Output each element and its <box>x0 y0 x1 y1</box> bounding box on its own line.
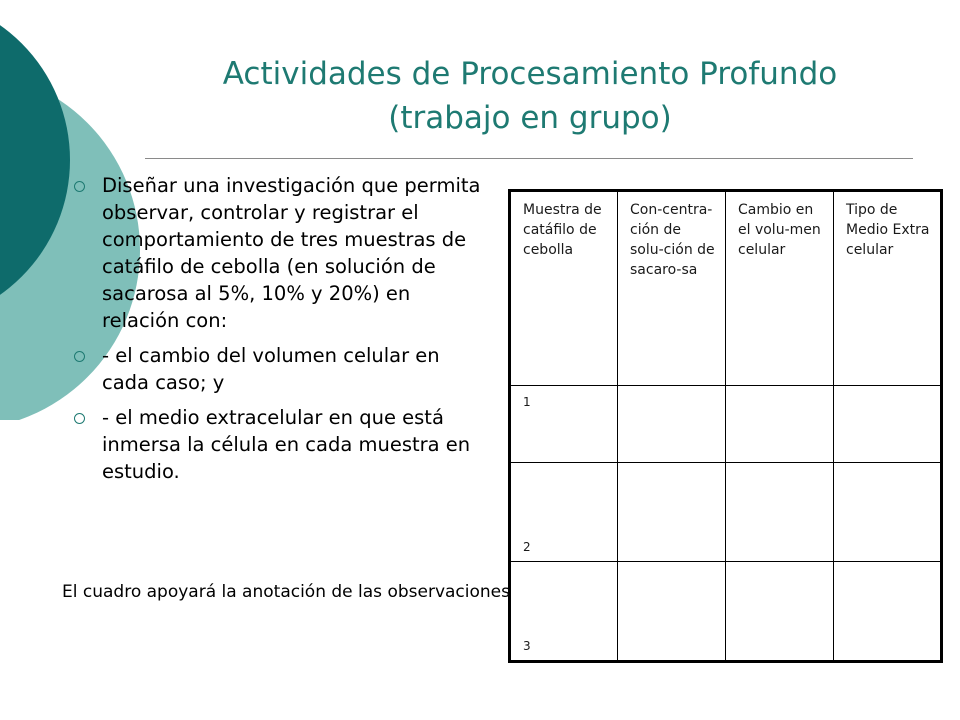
empty-cell <box>726 562 834 662</box>
header-cell: Muestra de catáfilo de cebolla <box>510 191 618 386</box>
bullet-text: Diseñar una investigación que permita observar, controlar y registrar el comportamiento de tres muestras de catáfilo de cebolla (en solución de sacarosa al 5%, 10% y 20%) en relación con: <box>102 174 481 332</box>
bullet-item <box>62 172 482 334</box>
title-divider <box>145 158 913 159</box>
circle-bullet-icon <box>74 351 85 362</box>
row-number: 2 <box>523 540 531 554</box>
table-note: El cuadro apoyará la anotación de las observaciones <box>62 582 510 602</box>
circle-bullet-icon <box>74 413 85 424</box>
circle-bullet-icon <box>74 181 85 192</box>
bullet-item <box>62 342 482 396</box>
empty-cell <box>618 463 726 562</box>
empty-cell <box>834 562 942 662</box>
header-cell: Cambio en el volu-men celular <box>726 191 834 386</box>
bullet-text: - el medio extracelular en que está inmersa la célula en cada muestra en estudio. <box>102 406 471 483</box>
row-number: 1 <box>523 395 531 409</box>
row-number-cell <box>510 386 618 463</box>
bullet-item <box>62 404 482 485</box>
observation-table <box>508 189 943 663</box>
table-header-row <box>510 191 942 386</box>
empty-cell <box>726 386 834 463</box>
header-cell: Con-centra-ción de solu-ción de sacaro-sa <box>618 191 726 386</box>
header-cell: Tipo de Medio Extra celular <box>834 191 942 386</box>
empty-cell <box>726 463 834 562</box>
row-number-cell <box>510 463 618 562</box>
bullet-text: - el cambio del volumen celular en cada caso; y <box>102 344 440 394</box>
empty-cell <box>834 463 942 562</box>
row-number-cell <box>510 562 618 662</box>
title-line-2: (trabajo en grupo) <box>388 100 672 136</box>
empty-cell <box>618 386 726 463</box>
table-row <box>510 562 942 662</box>
bullet-list <box>62 172 482 493</box>
empty-cell <box>834 386 942 463</box>
table-row <box>510 463 942 562</box>
slide-title <box>130 52 930 140</box>
title-line-1: Actividades de Procesamiento Profundo <box>222 56 838 92</box>
table-row <box>510 386 942 463</box>
empty-cell <box>618 562 726 662</box>
row-number: 3 <box>523 639 531 653</box>
